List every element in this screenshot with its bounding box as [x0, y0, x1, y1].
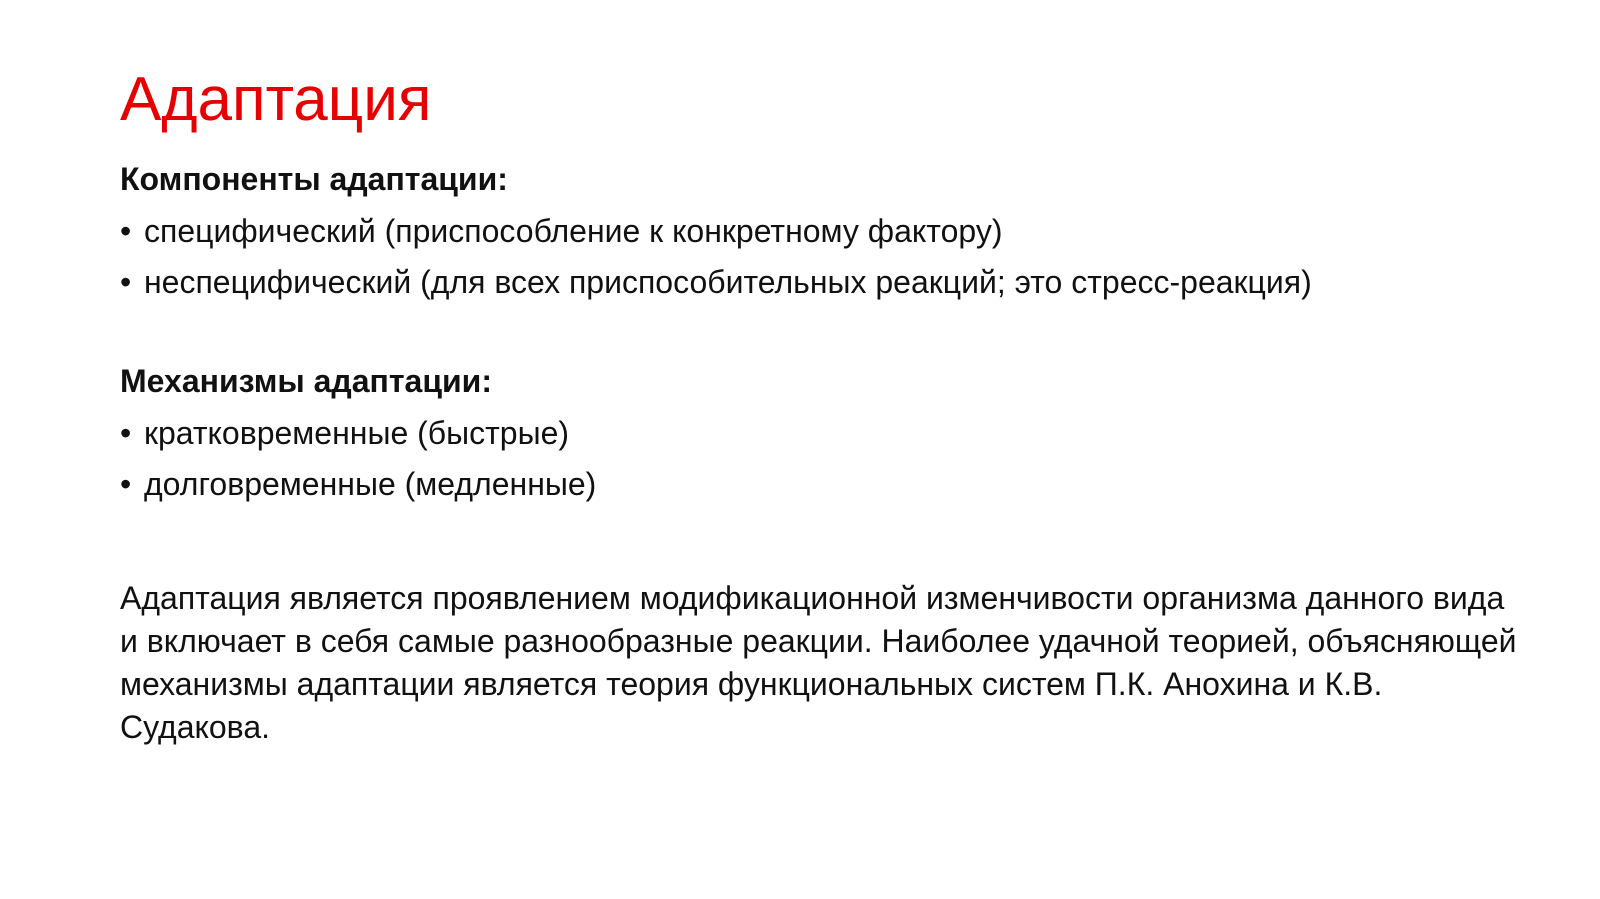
list-item-text: неспецифический (для всех приспособительных реакций; это стресс-реакция) [144, 264, 1312, 300]
list-item [120, 459, 1520, 510]
bullet-icon: • [120, 466, 132, 502]
components-list [120, 206, 1520, 308]
mechanisms-list [120, 408, 1520, 510]
list-item-text: долговременные (медленные) [144, 466, 597, 502]
list-item-text: специфический (приспособление к конкретному фактору) [144, 213, 1003, 249]
bullet-icon: • [120, 264, 132, 300]
bullet-icon: • [120, 415, 132, 451]
slide-title: Адаптация [120, 65, 432, 134]
summary-paragraph: Адаптация является проявлением модификационной изменчивости организма данного вида и включает в себя самые разнообразные реакции. Наиболее удачной теорией, объясняющей механизмы адаптации является теория функциональных систем П.К. Анохина и К.В. Судакова. [120, 580, 1517, 745]
mechanisms-heading: Механизмы адаптации: [120, 363, 492, 399]
list-item-text: кратковременные (быстрые) [144, 415, 570, 451]
components-section [120, 158, 1520, 308]
mechanisms-section [120, 360, 1520, 510]
list-item [120, 408, 1520, 459]
list-item [120, 257, 1520, 308]
bullet-icon: • [120, 213, 132, 249]
components-heading: Компоненты адаптации: [120, 161, 508, 197]
list-item [120, 206, 1520, 257]
